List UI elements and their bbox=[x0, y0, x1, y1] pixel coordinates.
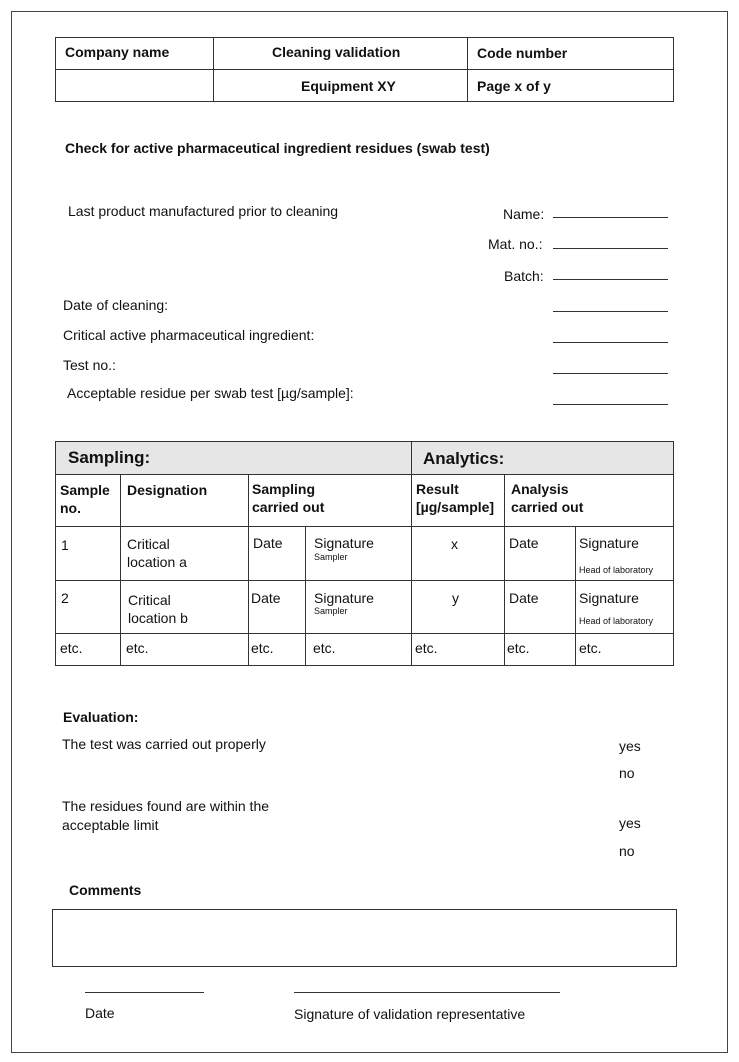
acceptable-residue-field[interactable] bbox=[553, 404, 668, 405]
q2-no-option[interactable]: no bbox=[619, 843, 635, 859]
date-of-cleaning-field[interactable] bbox=[553, 311, 668, 312]
row2-date: Date bbox=[251, 590, 281, 606]
row2-no: 2 bbox=[61, 590, 69, 606]
footer-date-label: Date bbox=[85, 1005, 115, 1021]
q2-yes-option[interactable]: yes bbox=[619, 815, 641, 831]
cleaning-validation-label: Cleaning validation bbox=[272, 44, 401, 60]
test-no-field[interactable] bbox=[553, 373, 668, 374]
col-analysis: Analysis bbox=[511, 481, 569, 497]
batch-label: Batch: bbox=[504, 268, 544, 284]
etc-cell: etc. bbox=[126, 640, 149, 656]
comments-field[interactable] bbox=[52, 909, 677, 967]
acceptable-residue-label: Acceptable residue per swab test [µg/sample]: bbox=[67, 385, 354, 401]
last-product-label: Last product manufactured prior to cleaning bbox=[68, 203, 339, 219]
critical-api-field[interactable] bbox=[553, 342, 668, 343]
row2-signature: Signature bbox=[314, 590, 374, 606]
row2-designation: Critical bbox=[128, 592, 171, 608]
code-number-label: Code number bbox=[477, 45, 568, 61]
batch-field[interactable] bbox=[553, 279, 668, 280]
evaluation-q2: The residues found are within the bbox=[62, 798, 270, 814]
sampling-heading: Sampling: bbox=[68, 448, 151, 467]
name-field[interactable] bbox=[553, 217, 668, 218]
etc-cell: etc. bbox=[507, 640, 530, 656]
row1-head: Head of laboratory bbox=[579, 565, 654, 575]
mat-no-label: Mat. no.: bbox=[488, 236, 543, 252]
col-sampling-2: carried out bbox=[252, 499, 325, 515]
document-title: Check for active pharmaceutical ingredient residues (swab test) bbox=[65, 140, 490, 156]
evaluation-q2-2: acceptable limit bbox=[62, 817, 159, 833]
row1-result: x bbox=[451, 536, 458, 552]
equipment-label: Equipment XY bbox=[301, 78, 396, 94]
etc-cell: etc. bbox=[60, 640, 83, 656]
evaluation-heading: Evaluation: bbox=[63, 709, 139, 725]
critical-api-label: Critical active pharmaceutical ingredient: bbox=[63, 327, 315, 343]
row2-analysis-signature: Signature bbox=[579, 590, 639, 606]
row1-designation: Critical bbox=[127, 536, 170, 552]
date-signature-line[interactable] bbox=[85, 992, 204, 993]
row1-signature: Signature bbox=[314, 535, 374, 551]
row2-sampler: Sampler bbox=[314, 606, 348, 616]
row2-head: Head of laboratory bbox=[579, 616, 654, 626]
row1-analysis-date: Date bbox=[509, 535, 539, 551]
name-label: Name: bbox=[503, 206, 545, 222]
representative-signature-line[interactable] bbox=[294, 992, 560, 993]
row2-designation-2: location b bbox=[128, 610, 188, 626]
col-result-2: [µg/sample] bbox=[416, 499, 495, 515]
col-sample-no-2: no. bbox=[60, 500, 81, 516]
footer-signature-label: Signature of validation representative bbox=[294, 1006, 526, 1022]
q1-no-option[interactable]: no bbox=[619, 765, 635, 781]
date-of-cleaning-label: Date of cleaning: bbox=[63, 297, 169, 313]
col-designation: Designation bbox=[127, 482, 208, 498]
row1-designation-2: location a bbox=[127, 554, 187, 570]
q1-yes-option[interactable]: yes bbox=[619, 738, 641, 754]
row1-sampler: Sampler bbox=[314, 552, 348, 562]
comments-label: Comments bbox=[69, 882, 142, 898]
etc-cell: etc. bbox=[251, 640, 274, 656]
row1-date: Date bbox=[253, 535, 283, 551]
page-number-label: Page x of y bbox=[477, 78, 551, 94]
company-name-label: Company name bbox=[65, 44, 170, 60]
row1-no: 1 bbox=[61, 537, 69, 553]
row1-analysis-signature: Signature bbox=[579, 535, 639, 551]
col-analysis-2: carried out bbox=[511, 499, 584, 515]
col-sample-no: Sample bbox=[60, 482, 110, 498]
row2-result: y bbox=[452, 590, 459, 606]
etc-cell: etc. bbox=[579, 640, 602, 656]
col-sampling: Sampling bbox=[252, 481, 316, 497]
evaluation-q1: The test was carried out properly bbox=[62, 736, 266, 752]
etc-cell: etc. bbox=[415, 640, 438, 656]
col-result: Result bbox=[416, 481, 459, 497]
row2-analysis-date: Date bbox=[509, 590, 539, 606]
mat-no-field[interactable] bbox=[553, 248, 668, 249]
test-no-label: Test no.: bbox=[63, 357, 116, 373]
analytics-heading: Analytics: bbox=[423, 449, 505, 468]
etc-cell: etc. bbox=[313, 640, 336, 656]
